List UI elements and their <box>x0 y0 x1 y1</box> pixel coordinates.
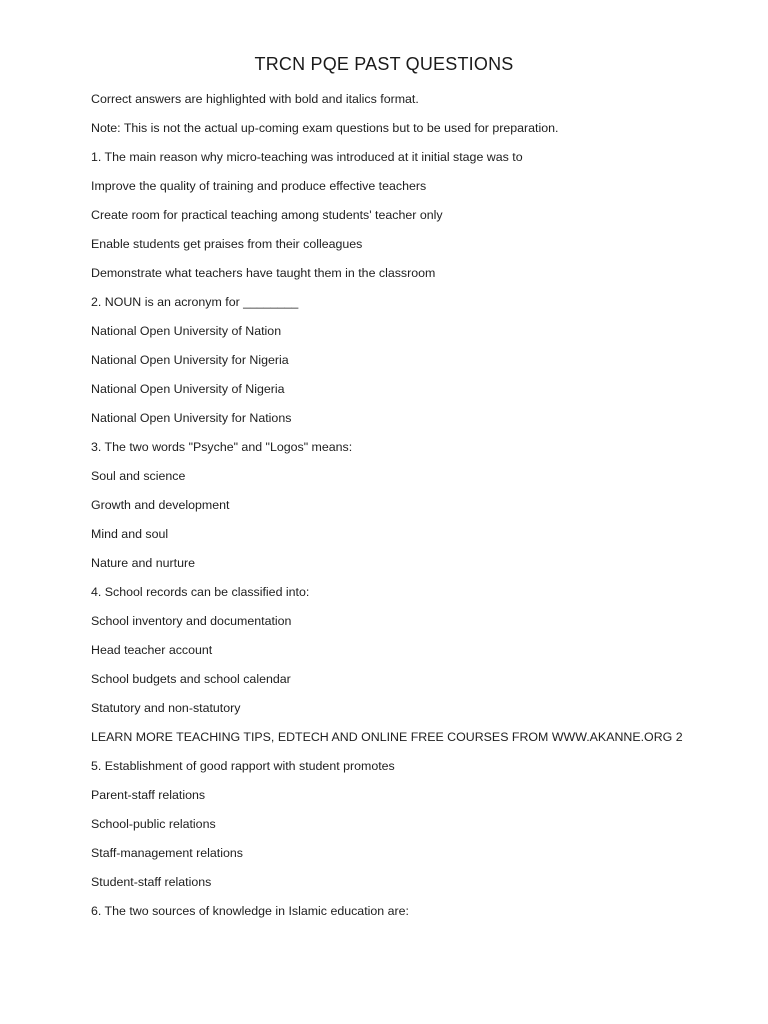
option-line: Improve the quality of training and produce effective teachers <box>91 179 427 193</box>
option-line: Parent-staff relations <box>91 788 206 802</box>
option-line: Student-staff relations <box>91 875 212 889</box>
text-lines <box>91 90 731 931</box>
option-line: Mind and soul <box>91 527 169 541</box>
question-line: 6. The two sources of knowledge in Islamic education are: <box>91 904 409 918</box>
option-line: Head teacher account <box>91 643 213 657</box>
text-line: Note: This is not the actual up-coming exam questions but to be used for preparation. <box>91 121 559 135</box>
option-line: Nature and nurture <box>91 556 196 570</box>
option-line: Statutory and non-statutory <box>91 701 241 715</box>
option-line: Staff-management relations <box>91 846 243 860</box>
question-line: 5. Establishment of good rapport with student promotes <box>91 759 395 773</box>
text-line: Correct answers are highlighted with bold and italics format. <box>91 92 419 106</box>
footer-banner-line: LEARN MORE TEACHING TIPS, EDTECH AND ONLINE FREE COURSES FROM WWW.AKANNE.ORG 2 <box>91 730 683 744</box>
option-line: National Open University of Nigeria <box>91 382 285 396</box>
option-line: Soul and science <box>91 469 186 483</box>
option-line: School inventory and documentation <box>91 614 292 628</box>
page-title: TRCN PQE PAST QUESTIONS <box>254 54 514 74</box>
option-line: Growth and development <box>91 498 230 512</box>
option-line: Enable students get praises from their colleagues <box>91 237 363 251</box>
option-line: School-public relations <box>91 817 216 831</box>
option-line: National Open University of Nation <box>91 324 282 338</box>
option-line: School budgets and school calendar <box>91 672 291 686</box>
question-line: 3. The two words "Psyche" and "Logos" means: <box>91 440 353 454</box>
question-line: 2. NOUN is an acronym for ________ <box>91 295 299 309</box>
option-line: National Open University for Nigeria <box>91 353 289 367</box>
option-line: National Open University for Nations <box>91 411 292 425</box>
question-line: 1. The main reason why micro-teaching was introduced at it initial stage was to <box>91 150 523 164</box>
option-line: Demonstrate what teachers have taught them in the classroom <box>91 266 436 280</box>
question-line: 4. School records can be classified into: <box>91 585 310 599</box>
option-line: Create room for practical teaching among students' teacher only <box>91 208 443 222</box>
